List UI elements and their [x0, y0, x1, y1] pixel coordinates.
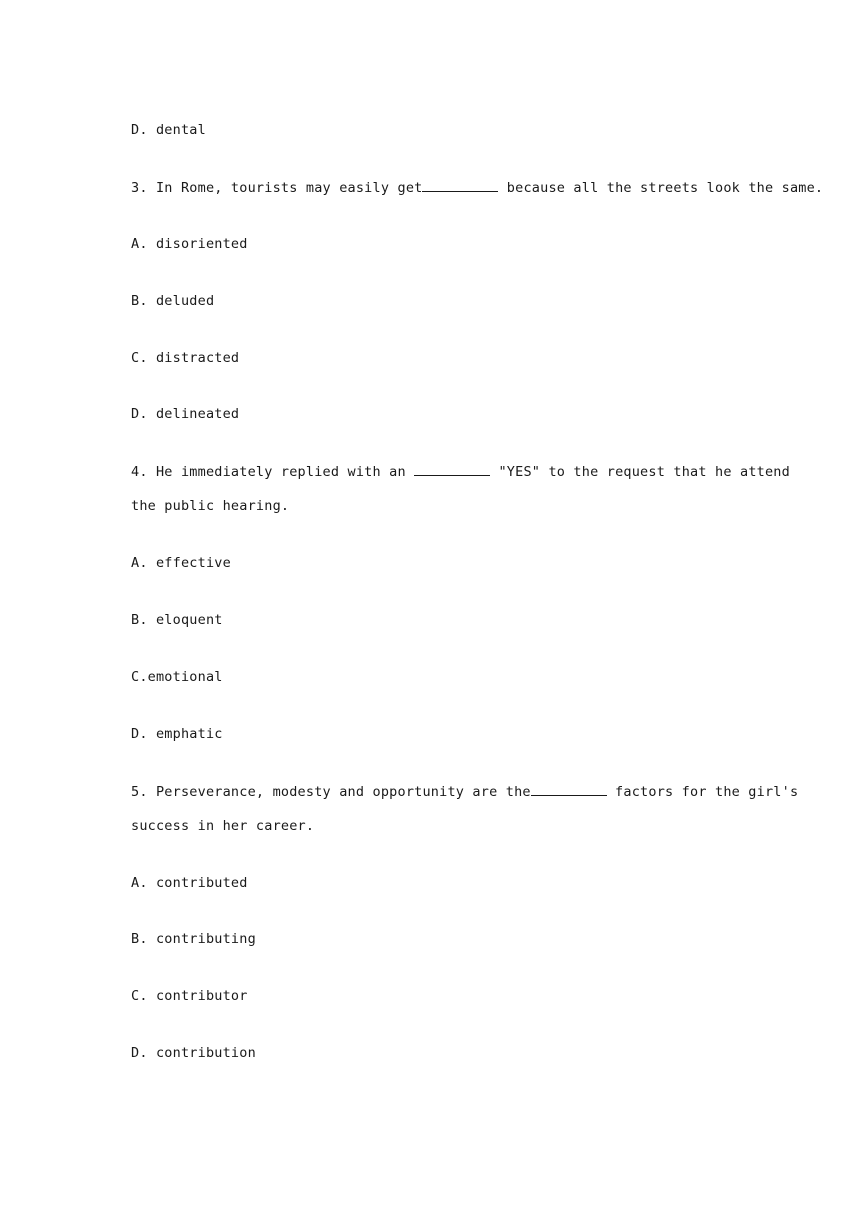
q4-option-c: C.emotional [131, 669, 223, 685]
q5-option-d: D. contribution [131, 1045, 256, 1061]
q4-option-a: A. effective [131, 555, 231, 571]
q4-suffix: "YES" to the request that he attend [490, 464, 790, 480]
q4-question [131, 462, 790, 481]
q5-continuation: success in her career. [131, 818, 315, 834]
q4-option-b: B. eloquent [131, 612, 223, 628]
q3-option-a: A. disoriented [131, 236, 248, 252]
q3-option-d: D. delineated [131, 406, 240, 422]
q3-option-b: B. deluded [131, 293, 215, 309]
q4-blank [414, 462, 490, 476]
q3-question [131, 178, 823, 197]
q5-suffix: factors for the girl's [606, 784, 799, 800]
q4-option-d: D. emphatic [131, 726, 223, 742]
q4-prefix: 4. He immediately replied with an [131, 464, 415, 480]
q5-option-c: C. contributor [131, 988, 248, 1004]
q3-prefix: 3. In Rome, tourists may easily get [131, 180, 423, 196]
q5-prefix: 5. Perseverance, modesty and opportunity are the [131, 784, 531, 800]
q3-suffix: because all the streets look the same. [498, 180, 824, 196]
q5-option-b: B. contributing [131, 931, 256, 947]
q4-continuation: the public hearing. [131, 498, 290, 514]
q5-question [131, 782, 798, 801]
q5-option-a: A. contributed [131, 875, 248, 891]
q3-blank [422, 178, 498, 192]
q5-blank [531, 782, 607, 796]
q2-option-d: D. dental [131, 122, 206, 138]
q3-option-c: C. distracted [131, 350, 240, 366]
